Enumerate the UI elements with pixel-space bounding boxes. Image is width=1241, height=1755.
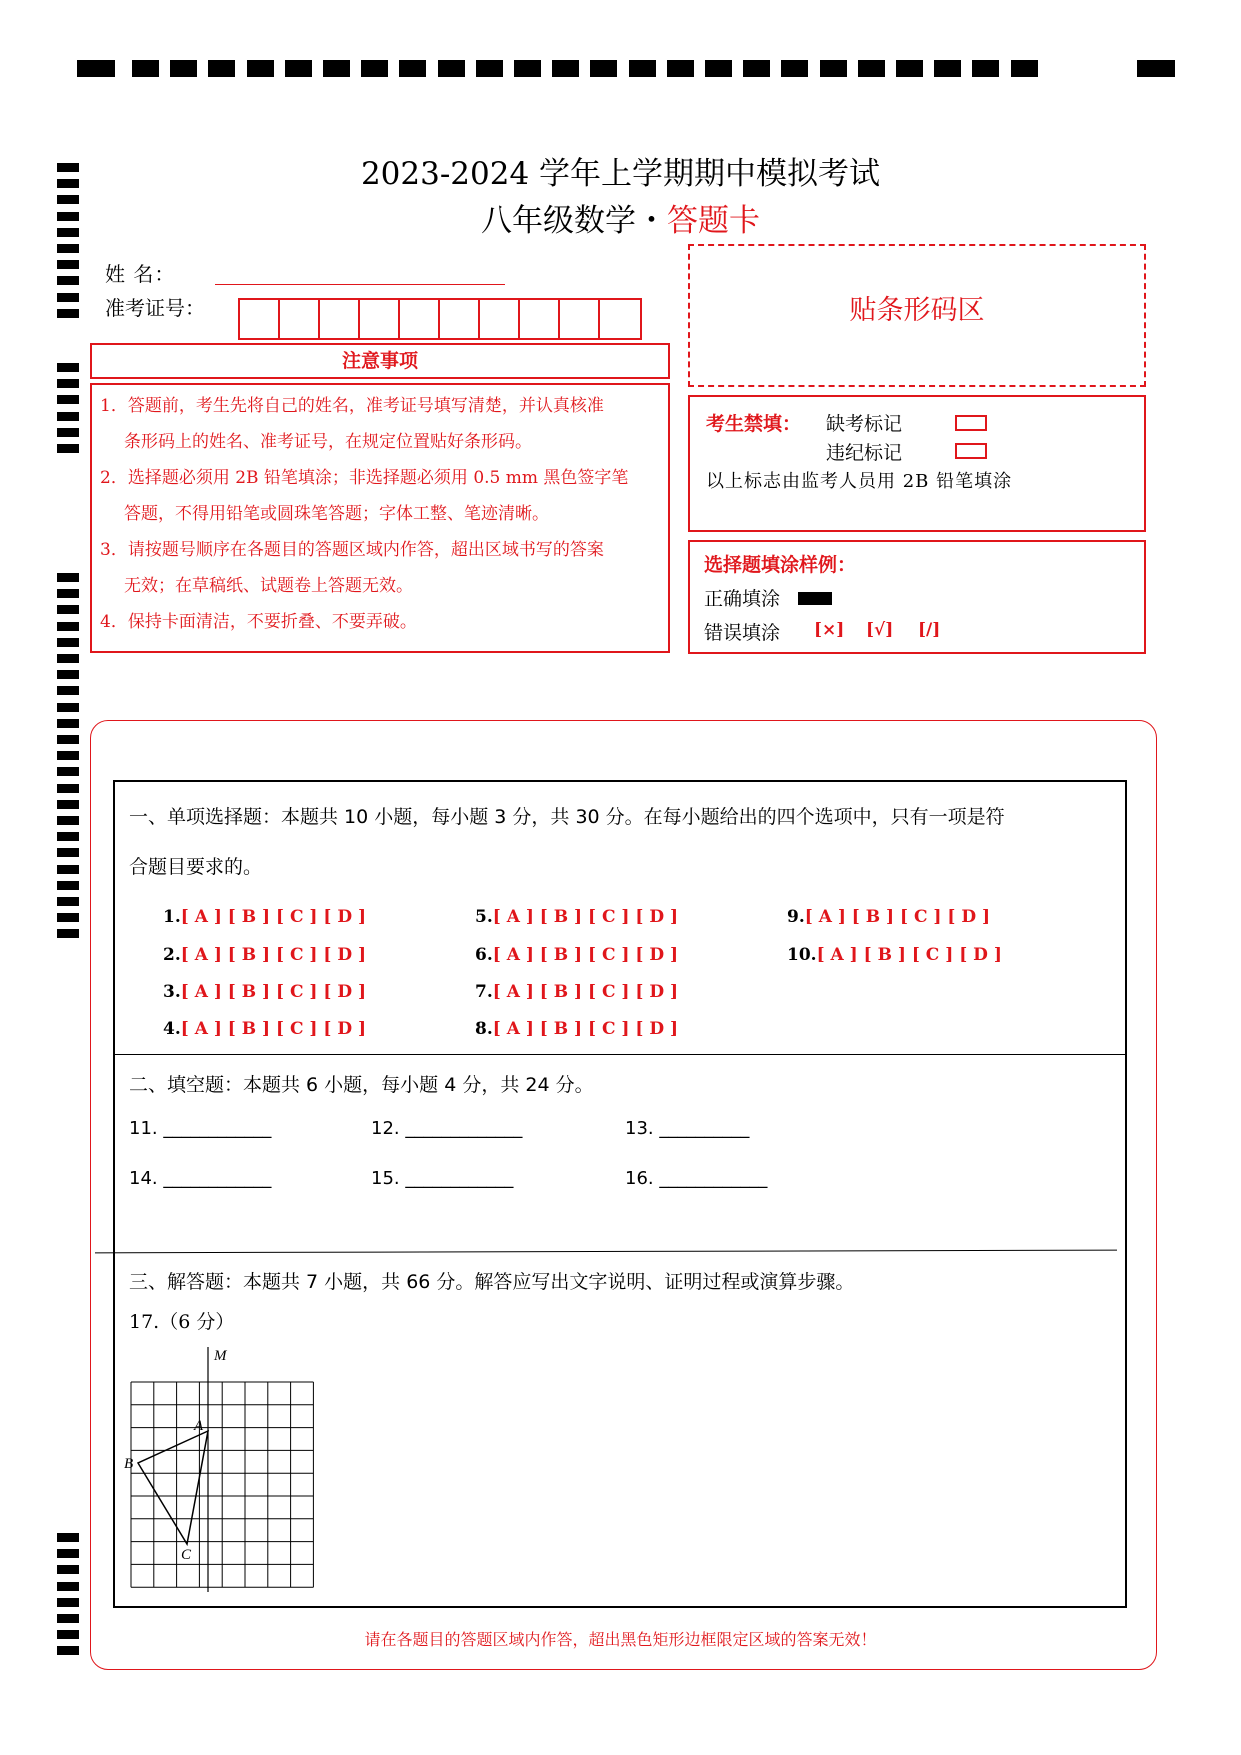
timing-mark [438,60,465,77]
wrong-mark-slash: [/] [918,620,941,640]
timing-mark [57,816,79,825]
timing-mark [57,1598,79,1607]
question-number: 10. [787,945,817,965]
question-number: 2. [163,945,181,965]
section1-instructions-cont: 合题目要求的。 [129,856,263,878]
timing-mark [57,622,79,631]
choice-question[interactable] [163,907,366,927]
notice-line: 条形码上的姓名、准考证号，在规定位置贴好条形码。 [124,432,532,452]
timing-mark [705,60,732,77]
blank-12[interactable]: 12. _____________ [371,1118,523,1139]
section-divider [113,1054,1127,1055]
timing-mark [57,260,79,269]
timing-mark [77,60,115,77]
timing-mark [590,60,617,77]
timing-mark [57,293,79,302]
question-number: 9. [787,907,805,927]
question-number: 3. [163,982,181,1002]
wrong-mark-x: [×] [814,620,845,640]
answer-options[interactable]: [ A ] [ B ] [ C ] [ D ] [492,907,679,927]
question-number: 8. [475,1019,493,1039]
timing-mark [285,60,312,77]
label-b: B [124,1456,134,1472]
name-field[interactable] [215,284,505,285]
answer-options[interactable]: [ A ] [ B ] [ C ] [ D ] [180,1019,367,1039]
proctor-only-title: 考生禁填： [706,413,802,435]
timing-mark [208,60,235,77]
blank-11[interactable]: 11. ____________ [129,1118,272,1139]
wrong-fill-label: 错误填涂 [704,622,781,644]
timing-mark [57,379,79,388]
grid-figure [115,1342,345,1597]
blank-14[interactable]: 14. ____________ [129,1168,272,1189]
question-number: 7. [475,982,493,1002]
id-digit-box[interactable] [480,300,520,338]
blank-16[interactable]: 16. ____________ [625,1168,768,1189]
notice-line: 1．答题前，考生先将自己的姓名，准考证号填写清楚，并认真核准 [100,396,604,416]
answer-options[interactable]: [ A ] [ B ] [ C ] [ D ] [180,982,367,1002]
timing-mark [57,767,79,776]
triangle-abc [138,1431,208,1544]
wrong-mark-check: [√] [866,620,894,640]
timing-mark [57,1614,79,1623]
name-label: 姓 名： [105,262,176,286]
timing-mark [57,412,79,421]
timing-mark [57,929,79,938]
choice-question[interactable] [163,945,366,965]
correct-fill-mark [798,592,832,605]
answer-options[interactable]: [ A ] [ B ] [ C ] [ D ] [492,1019,679,1039]
id-label: 准考证号： [105,296,205,320]
timing-mark [361,60,388,77]
exam-title: 2023-2024 学年上学期期中模拟考试 [360,156,881,192]
violation-mark-box[interactable] [955,443,987,459]
timing-mark [514,60,541,77]
timing-mark [57,654,79,663]
answer-options[interactable]: [ A ] [ B ] [ C ] [ D ] [180,945,367,965]
blank-13[interactable]: 13. __________ [625,1118,750,1139]
notice-line: 3．请按题号顺序在各题目的答题区域内作答，超出区域书写的答案 [100,540,604,560]
notice-body [90,383,670,653]
choice-question[interactable] [475,907,678,927]
card-title [0,195,1241,240]
timing-mark [934,60,961,77]
timing-mark [476,60,503,77]
sample-title: 选择题填涂样例： [704,554,857,576]
timing-mark [743,60,770,77]
timing-mark [170,60,197,77]
timing-mark [57,735,79,744]
id-digit-box[interactable] [280,300,320,338]
notice-line: 答题，不得用铅笔或圆珠笔答题；字体工整、笔迹清晰。 [124,504,549,524]
answer-options[interactable]: [ A ] [ B ] [ C ] [ D ] [816,945,1002,965]
timing-mark [629,60,656,77]
grid-lines [131,1382,313,1587]
timing-mark [972,60,999,77]
timing-mark [57,395,79,404]
card-title-red: 答题卡 [667,203,760,239]
timing-mark [57,1565,79,1574]
label-m: M [214,1348,227,1364]
choice-question[interactable] [163,1019,366,1039]
absent-mark-box[interactable] [955,415,987,431]
id-digit-box[interactable] [240,300,280,338]
timing-mark [57,309,79,318]
correct-fill-label: 正确填涂 [704,588,781,610]
timing-mark [57,444,79,453]
timing-mark [858,60,885,77]
timing-mark [57,1549,79,1558]
timing-mark [247,60,274,77]
timing-mark [57,751,79,760]
timing-mark [57,897,79,906]
label-c: C [181,1547,192,1563]
id-digit-box[interactable] [400,300,440,338]
timing-mark [552,60,579,77]
timing-mark [57,638,79,647]
choice-question[interactable] [163,982,366,1002]
absent-mark-label: 缺考标记 [826,413,903,435]
timing-mark [57,276,79,285]
timing-mark [57,719,79,728]
timing-mark [57,832,79,841]
answer-options[interactable]: [ A ] [ B ] [ C ] [ D ] [492,945,679,965]
timing-mark [896,60,923,77]
question-number: 4. [163,1019,181,1039]
filling-sample-box [688,540,1146,654]
timing-mark [57,703,79,712]
id-digit-box[interactable] [440,300,480,338]
question-number: 1. [163,907,181,927]
notice-line: 2．选择题必须用 2B 铅笔填涂；非选择题必须用 0.5 mm 黑色签字笔 [100,468,629,488]
timing-mark [57,363,79,372]
section1-instructions: 一、单项选择题：本题共 10 小题，每小题 3 分，共 30 分。在每小题给出的四个选项中，只有一项是符 [129,806,1005,828]
timing-mark [57,1582,79,1591]
timing-mark [57,865,79,874]
timing-mark [57,670,79,679]
id-digit-box[interactable] [360,300,400,338]
question-number: 5. [475,907,493,927]
timing-mark [57,848,79,857]
timing-mark [820,60,847,77]
id-number-boxes[interactable] [238,298,642,340]
timing-mark [323,60,350,77]
proctor-only-box [688,395,1146,532]
timing-mark [57,589,79,598]
choice-question[interactable] [475,945,678,965]
timing-mark [399,60,426,77]
section-divider [95,1250,1117,1254]
violation-mark-label: 违纪标记 [826,442,903,464]
timing-mark [57,913,79,922]
timing-mark [57,1533,79,1542]
id-digit-box[interactable] [520,300,560,338]
notice-title: 注意事项 [90,343,670,379]
timing-mark [57,800,79,809]
choice-question[interactable] [475,1019,678,1039]
notice-line: 无效；在草稿纸、试题卷上答题无效。 [124,576,413,596]
timing-mark [132,60,159,77]
blank-15[interactable]: 15. ____________ [371,1168,514,1189]
choice-question[interactable] [787,945,1002,965]
footer-warning: 请在各题目的答题区域内作答，超出黑色矩形边框限定区域的答案无效！ [364,1630,877,1649]
proctor-note: 以上标志由监考人员用 2B 铅笔填涂 [706,471,1013,492]
question-17-label: 17.（6 分） [129,1311,235,1333]
answer-options[interactable]: [ A ] [ B ] [ C ] [ D ] [492,982,679,1002]
label-a: A [194,1418,204,1434]
timing-mark [57,881,79,890]
timing-mark [781,60,808,77]
barcode-label: 贴条形码区 [849,295,985,326]
id-digit-box[interactable] [560,300,600,338]
section3-instructions: 三、解答题：本题共 7 小题，共 66 分。解答应写出文字说明、证明过程或演算步骤。 [129,1271,855,1293]
answer-options[interactable]: [ A ] [ B ] [ C ] [ D ] [180,907,367,927]
timing-mark [57,573,79,582]
timing-mark [57,605,79,614]
choice-question[interactable] [787,907,990,927]
timing-mark [57,244,79,253]
section2-instructions: 二、填空题：本题共 6 小题，每小题 4 分，共 24 分。 [129,1074,594,1096]
choice-question[interactable] [475,982,678,1002]
notice-line: 4．保持卡面清洁，不要折叠、不要弄破。 [100,612,417,632]
card-title-subject: 八年级数学・ [481,203,667,239]
barcode-area [688,244,1146,387]
timing-mark [57,428,79,437]
answer-options[interactable]: [ A ] [ B ] [ C ] [ D ] [804,907,991,927]
timing-mark [57,784,79,793]
timing-mark [1137,60,1175,77]
id-digit-box[interactable] [320,300,360,338]
timing-mark [667,60,694,77]
timing-mark [57,686,79,695]
question-number: 6. [475,945,493,965]
id-digit-box[interactable] [600,300,640,338]
timing-mark [1011,60,1038,77]
answer-frame [113,780,1127,1608]
